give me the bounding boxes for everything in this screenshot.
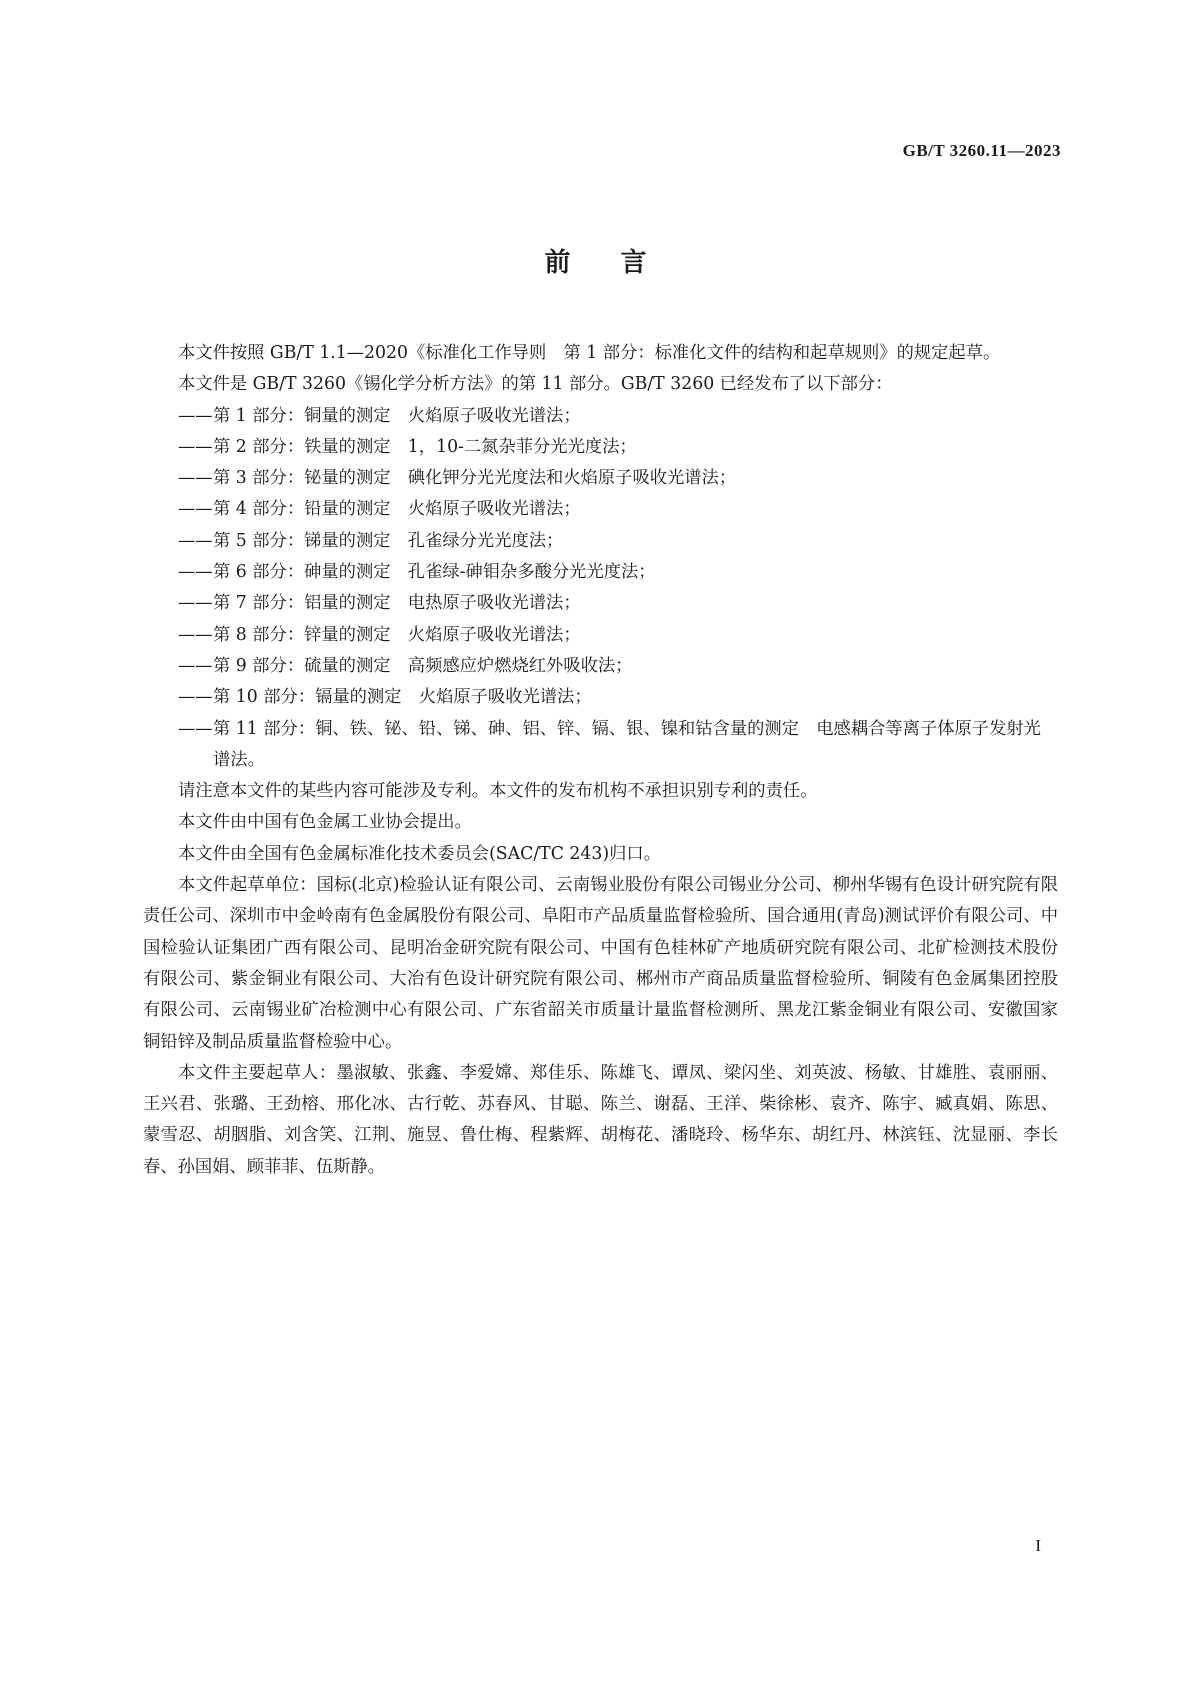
list-item-text: 第 9 部分：硫量的测定 高频感应炉燃烧红外吸收法；	[213, 655, 633, 676]
paragraph-drafting-units: 本文件起草单位：国标(北京)检验认证有限公司、云南锡业股份有限公司锡业分公司、柳州华锡有色设计研究院有限责任公司、深圳市中金岭南有色金属股份有限公司、阜阳市产品质量监督检验所、国合通用(青岛)测试评价有限公司、中国检验认证集团广西有限公司、昆明冶金研究院有限公司、中国有色桂林矿产地质研究院有限公司、北矿检测技术股份有限公司、紫金铜业有限公司、大冶有色设计研究院有限公司、郴州市产商品质量监督检验所、铜陵有色金属集团控股有限公司、云南锡业矿冶检测中心有限公司、广东省韶关市质量计量监督检测所、黑龙江紫金铜业有限公司、安徽国家铜铅锌及制品质量监督检验中心。	[143, 875, 1058, 1052]
page-title: 前言	[544, 248, 697, 278]
list-item	[143, 682, 1058, 713]
list-item	[143, 651, 1058, 682]
list-item-text: 第 3 部分：铋量的测定 碘化钾分光光度法和火焰原子吸收光谱法；	[213, 468, 737, 489]
list-item-text: 第 1 部分：铜量的测定 火焰原子吸收光谱法；	[213, 405, 581, 426]
list-item	[143, 494, 1058, 525]
list-item	[143, 588, 1058, 619]
list-dash: ——	[178, 499, 213, 520]
list-item	[143, 714, 1058, 777]
paragraph-drafting-rules: 本文件按照 GB/T 1.1—2020《标准化工作导则 第 1 部分：标准化文件的结构和起草规则》的规定起草。	[178, 343, 1001, 363]
list-item	[143, 526, 1058, 557]
list-dash: ——	[178, 530, 213, 551]
list-item-text: 第 7 部分：铝量的测定 电热原子吸收光谱法；	[213, 593, 581, 614]
list-item-text: 第 10 部分：镉量的测定 火焰原子吸收光谱法；	[213, 687, 592, 708]
document-code: GB/T 3260.11—2023	[902, 141, 1061, 160]
list-item	[143, 432, 1058, 463]
list-dash: ——	[178, 562, 213, 583]
preface-body	[143, 338, 1058, 1183]
list-item	[143, 620, 1058, 651]
list-item	[143, 557, 1058, 588]
page-number: I	[1035, 1536, 1041, 1555]
paragraph-proposer: 本文件由中国有色金属工业协会提出。	[178, 812, 472, 833]
list-item	[143, 401, 1058, 432]
list-item-text: 第 5 部分：锑量的测定 孔雀绿分光光度法；	[213, 530, 564, 551]
list-dash: ——	[178, 593, 213, 614]
list-item-text: 第 6 部分：砷量的测定 孔雀绿-砷钼杂多酸分光光度法；	[213, 562, 656, 583]
parts-list	[143, 401, 1058, 777]
paragraph-drafters: 本文件主要起草人：墨淑敏、张鑫、李爱嫦、郑佳乐、陈雄飞、谭凤、梁闪坐、刘英波、杨敏、甘雄胜、袁丽丽、王兴君、张璐、王劲榕、邢化冰、古行乾、苏春风、甘聪、陈兰、谢磊、王洋、柴徐彬、袁齐、陈宇、臧真娟、陈思、蒙雪忍、胡胭脂、刘含笑、江荆、施昱、鲁仕梅、程紫辉、胡梅花、潘晓玲、杨华东、胡红丹、林滨钰、沈显丽、李长春、孙国娟、顾菲菲、伍斯静。	[143, 1062, 1058, 1177]
list-dash: ——	[178, 436, 213, 457]
list-item-text: 第 11 部分：铜、铁、铋、铅、锑、砷、铝、锌、镉、银、镍和钴含量的测定 电感耦合等离子体原子发射光谱法。	[213, 718, 1041, 770]
paragraph-series-intro: 本文件是 GB/T 3260《锡化学分析方法》的第 11 部分。GB/T 3260 已经发布了以下部分：	[178, 374, 893, 395]
list-dash: ——	[178, 655, 213, 676]
list-item-text: 第 8 部分：锌量的测定 火焰原子吸收光谱法；	[213, 624, 581, 645]
list-item-text: 第 2 部分：铁量的测定 1，10-二氮杂菲分光光度法；	[213, 436, 637, 457]
paragraph-committee: 本文件由全国有色金属标准化技术委员会(SAC/TC 243)归口。	[178, 843, 661, 864]
list-dash: ——	[178, 624, 213, 645]
list-dash: ——	[178, 468, 213, 489]
paragraph-patent-notice: 请注意本文件的某些内容可能涉及专利。本文件的发布机构不承担识别专利的责任。	[178, 781, 818, 802]
list-dash: ——	[178, 718, 213, 739]
list-dash: ——	[178, 405, 213, 426]
list-item	[143, 463, 1058, 494]
list-item-text: 第 4 部分：铅量的测定 火焰原子吸收光谱法；	[213, 499, 581, 520]
list-dash: ——	[178, 687, 213, 708]
